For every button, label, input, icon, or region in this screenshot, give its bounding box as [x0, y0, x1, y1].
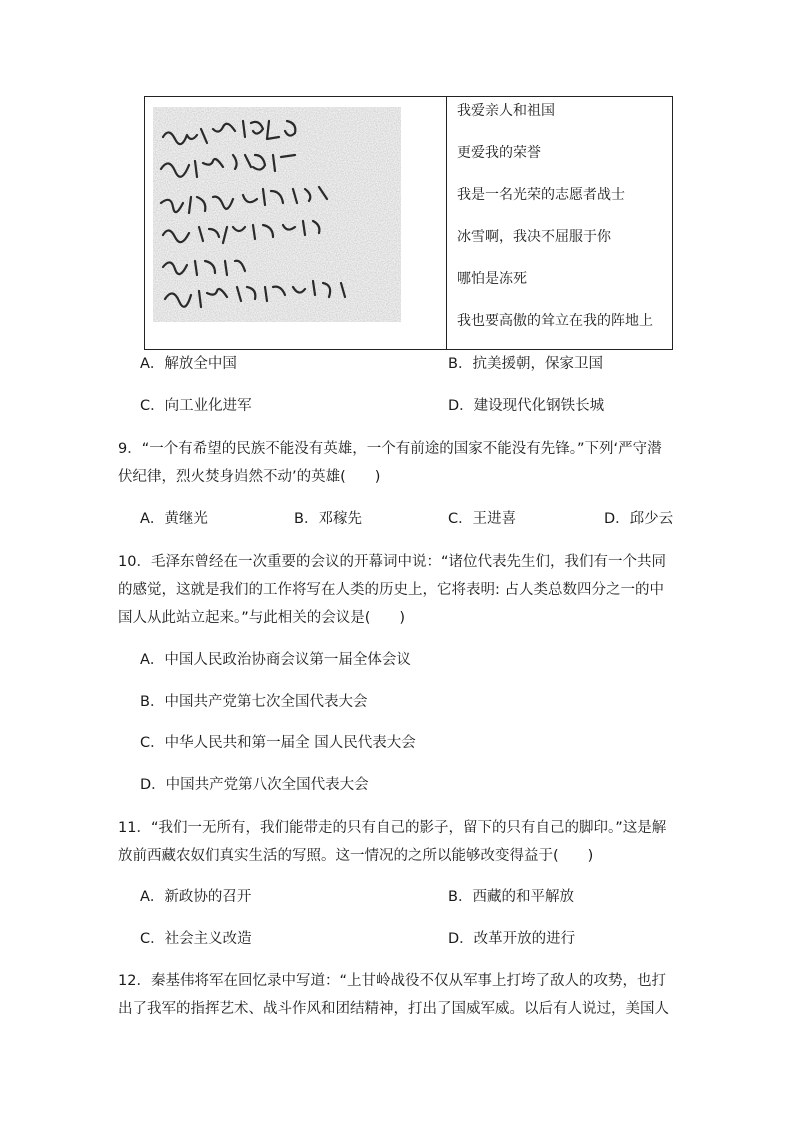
q10-option-d[interactable]: D．中国共产党第八次全国代表大会	[140, 777, 369, 793]
q11-stem-line: 放前西藏农奴们真实生活的写照。这一情况的之所以能够改变得益于( )	[118, 848, 594, 864]
q11-option-a[interactable]: A．新政协的召开	[140, 889, 252, 905]
q11-option-d[interactable]: D．改革开放的进行	[448, 931, 576, 947]
poem-table	[144, 96, 673, 350]
q9-stem-line: 伏纪律，烈火焚身岿然不动’的英雄( )	[118, 469, 381, 485]
table-divider	[446, 97, 447, 349]
poem-line: 哪怕是冻死	[457, 271, 527, 287]
q9-option-a[interactable]: A．黄继光	[140, 511, 208, 527]
q8-option-a[interactable]: A．解放全中国	[140, 356, 237, 372]
q10-option-c[interactable]: C．中华人民共和第一届全 国人民代表大会	[140, 735, 416, 751]
q8-option-c[interactable]: C．向工业化进军	[140, 398, 252, 414]
q11-stem-line: 11．“我们一无所有，我们能带走的只有自己的影子，留下的只有自己的脚印。”这是解	[118, 820, 667, 836]
q10-stem-line: 国人从此站立起来。”与此相关的会议是( )	[118, 610, 406, 626]
q9-option-d[interactable]: D．邱少云	[604, 511, 674, 527]
poem-line: 更爱我的荣誉	[457, 145, 541, 161]
q10-option-b[interactable]: B．中国共产党第七次全国代表大会	[140, 694, 368, 710]
q10-option-a[interactable]: A．中国人民政治协商会议第一届全体会议	[140, 652, 411, 668]
q9-option-c[interactable]: C．王进喜	[448, 511, 517, 527]
q11-option-b[interactable]: B．西藏的和平解放	[448, 889, 574, 905]
q12-stem-line: 12．秦基伟将军在回忆录中写道：“上甘岭战役不仅从军事上打垮了敌人的攻势，也打	[118, 973, 666, 989]
poem-line: 我爱亲人和祖国	[457, 103, 555, 119]
q8-option-d[interactable]: D．建设现代化钢铁长城	[448, 398, 605, 414]
poem-line: 冰雪啊，我决不屈服于你	[457, 229, 611, 245]
q9-option-b[interactable]: B．邓稼先	[294, 511, 362, 527]
q9-stem-line: 9．“一个有希望的民族不能没有英雄，一个有前途的国家不能没有先锋。”下列‘严守潜	[118, 441, 662, 457]
q10-stem-line: 的感觉，这就是我们的工作将写在人类的历史上，它将表明: 占人类总数四分之一的中	[118, 582, 664, 598]
handwritten-manuscript-image	[153, 107, 401, 322]
q10-stem-line: 10．毛泽东曾经在一次重要的会议的开幕词中说：“诸位代表先生们，我们有一个共同	[118, 554, 666, 570]
poem-line: 我是一名光荣的志愿者战士	[457, 187, 625, 203]
q8-option-b[interactable]: B．抗美援朝，保家卫国	[448, 356, 603, 372]
q12-stem-line: 出了我军的指挥艺术、战斗作风和团结精神，打出了国威军威。以后有人说过，美国人	[118, 1001, 669, 1017]
poem-line: 我也要高傲的耸立在我的阵地上	[457, 313, 653, 329]
q11-option-c[interactable]: C．社会主义改造	[140, 931, 252, 947]
